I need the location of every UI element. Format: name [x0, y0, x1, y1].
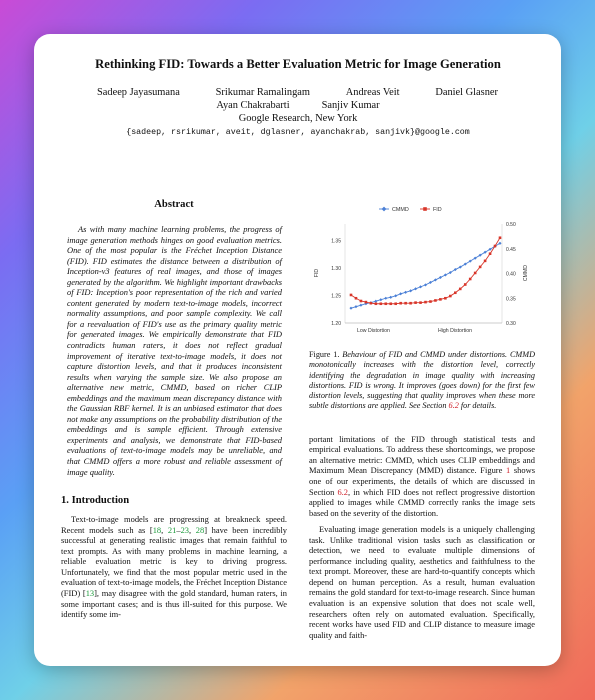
data-point-cmmd: [424, 283, 427, 286]
data-point-fid: [360, 300, 363, 303]
affiliation: Google Research, New York: [238, 113, 358, 124]
data-point-fid: [394, 302, 397, 305]
data-point-cmmd: [429, 281, 432, 284]
data-point-fid: [459, 288, 462, 291]
author-name: Daniel Glasner: [435, 87, 498, 98]
data-point-fid: [469, 278, 472, 281]
data-point-fid: [380, 302, 383, 305]
paper-title: Rethinking FID: Towards a Better Evaluation Metric for Image Generation: [95, 57, 501, 71]
y-right-tick-label: 0.35: [506, 296, 516, 303]
data-point-fid: [350, 294, 353, 297]
y-left-tick-label: 1.30: [331, 266, 341, 272]
data-point-cmmd: [409, 289, 412, 292]
y-right-tick-label: 0.40: [506, 271, 516, 278]
data-point-fid: [494, 245, 497, 248]
data-point-fid: [429, 300, 432, 303]
abstract-text: As with many machine learning problems, the progress of image generation methods hinges on good evaluation metrics. One of the most popular is the Fréchet Inception Distance (FID). FID estimates the distance between a distribution of Inception-v3 features of real images, and those of images generated by the algorithm. We highlight important drawbacks of FID: Inception's poor representation of the rich and varied content generated by modern text-to-image models, incorrect normality assumptions, and poor sample complexity. We call for a reevaluation of FID's use as the primary quality metric for generated images. We empirically demonstrate that FID contradicts human raters, it does not reflect gradual improvement of iterative text-to-image models, it does not capture distortion levels, and that it produces inconsistent results when varying the sample size. We also propose an alternative new metric, CMMD, based on richer CLIP embeddings and the maximum mean discrepancy distance with the Gaussian RBF kernel. It is an unbiased estimator that does not make any assumptions on the probability distribution of the embeddings and is sample efficient. Through extensive experiments and analysis, we demonstrate that FID-based evaluations of text-to-image models may be unreliable, and that CMMD offers a more robust and reliable assessment of image quality.: [67, 224, 282, 477]
right-column: [309, 198, 535, 640]
y-left-axis-title: FID: [314, 268, 320, 278]
citation-link[interactable]: 13: [85, 587, 95, 598]
text-run: for details.: [458, 401, 497, 411]
data-point-fid: [464, 283, 467, 286]
data-point-fid: [419, 301, 422, 304]
series-line-cmmd: [351, 243, 500, 308]
data-point-cmmd: [439, 276, 442, 279]
data-point-cmmd: [359, 304, 362, 307]
data-point-fid: [375, 302, 378, 305]
text-run: ,: [161, 524, 168, 535]
data-point-fid: [444, 297, 447, 300]
introduction-paragraph-continued: [309, 434, 535, 518]
figure-1-chart: [309, 195, 535, 339]
paper-card: [34, 34, 561, 666]
citation-link[interactable]: 18: [152, 524, 162, 535]
data-point-cmmd: [404, 291, 407, 294]
introduction-paragraph: [61, 514, 287, 619]
legend-cmmd-marker: [382, 207, 387, 212]
text-run: ], may disagree with the gold standard, human raters, in some important cases; and is thus ill-suited for this purpose. We identify some im-: [61, 587, 287, 620]
figure-ref-link[interactable]: 1: [506, 465, 511, 476]
data-point-cmmd: [414, 287, 417, 290]
y-right-tick-label: 0.30: [506, 321, 516, 327]
legend-fid-label: FID: [433, 207, 442, 213]
section-ref-link[interactable]: 6.2: [337, 486, 348, 497]
legend-cmmd-label: CMMD: [392, 207, 409, 213]
text-run: ,: [189, 524, 196, 535]
paper-page: [61, 56, 536, 640]
data-point-fid: [484, 260, 487, 263]
data-point-cmmd: [394, 294, 397, 297]
data-point-fid: [389, 302, 392, 305]
data-point-fid: [370, 302, 373, 305]
data-point-fid: [454, 291, 457, 294]
author-list: [61, 86, 535, 112]
data-point-cmmd: [444, 273, 447, 276]
data-point-cmmd: [389, 296, 392, 299]
data-point-fid: [439, 298, 442, 301]
figure-1-caption: [309, 350, 535, 412]
data-point-fid: [384, 302, 387, 305]
data-point-cmmd: [379, 298, 382, 301]
data-point-cmmd: [354, 305, 357, 308]
author-emails: {sadeep, rsrikumar, aveit, dglasner, ayanchakrab, sanjivk}@google.com: [126, 128, 470, 137]
data-point-fid: [489, 252, 492, 255]
text-run: , in which FID does not reflect progressive distortion applied to images while CMMD correctly ranks the image sets based on the severity of the distortion.: [309, 486, 536, 518]
fid-cmmd-line-chart: [309, 195, 535, 339]
text-run: Text-to-image models are progressing at breakneck speed. Recent models such as [: [61, 514, 287, 535]
caption-label: Figure 1.: [309, 350, 340, 359]
abstract-heading: Abstract: [154, 199, 194, 210]
introduction-paragraph-2: Evaluating image generation models is a uniquely challenging task. Unlike traditional vision tasks such as classification or detection, we need to evaluate multiple dimensions of performance including quality, aesthetics and faithfulness to the text prompt. Moreover, these are hard-to-quantify concepts which depend on human perception. As a result, human evaluation remains the gold standard for text-to-image research. Since human evaluation is an expensive solution that does not scale well, researchers often rely on automated evaluation. Specifically, recent works have used FID and CLIP distance to measure image quality and faith-: [309, 524, 535, 640]
text-run: ] have been incredibly successful at generating realistic images that remain faithful to text prompts. As with many problems in machine learning, a reliable evaluation metric is key to driving progress. Unfortunately, we find that the most popular metric used in the evaluation of text-to-image models, the Fréchet Inception Distance (FID) [: [61, 524, 288, 598]
x-tick-label: Low Distortion: [357, 328, 390, 334]
y-right-tick-label: 0.50: [506, 222, 516, 228]
author-name: Ayan Chakrabarti: [216, 100, 290, 111]
data-point-fid: [414, 301, 417, 304]
y-left-tick-label: 1.20: [331, 321, 341, 327]
series-line-fid: [351, 238, 500, 304]
text-run: –: [176, 524, 181, 535]
data-point-cmmd: [349, 307, 352, 310]
author-name: Srikumar Ramalingam: [215, 87, 310, 98]
data-point-fid: [434, 299, 437, 302]
data-point-fid: [399, 302, 402, 305]
legend-fid-marker: [423, 207, 427, 211]
citation-link[interactable]: 28: [195, 524, 205, 535]
data-point-fid: [474, 272, 477, 275]
author-name: Andreas Veit: [345, 87, 400, 98]
data-point-fid: [365, 301, 368, 304]
data-point-cmmd: [399, 292, 402, 295]
left-column: [61, 198, 287, 620]
author-name: Sanjiv Kumar: [321, 100, 380, 111]
data-point-fid: [449, 295, 452, 298]
section-ref-link[interactable]: 6.2: [448, 401, 459, 411]
data-point-cmmd: [374, 300, 377, 303]
citation-link[interactable]: 21: [167, 524, 177, 535]
data-point-cmmd: [434, 278, 437, 281]
text-run: shows one of our experiments, the details of which are discussed in Section: [309, 465, 535, 497]
y-right-tick-label: 0.45: [506, 246, 516, 253]
data-point-cmmd: [419, 285, 422, 288]
y-left-tick-label: 1.35: [331, 238, 341, 245]
y-right-axis-title: CMMD: [523, 264, 529, 282]
data-point-fid: [404, 302, 407, 305]
citation-link[interactable]: 23: [180, 524, 189, 535]
text-run: portant limitations of the FID through statistical tests and empirical evaluations. To address these shortcomings, we propose an alternative metric: CMMD, which uses CLIP embeddings and Maximum Mean Discrepancy (MMD) distance. Figure: [309, 433, 535, 476]
data-point-fid: [355, 297, 358, 300]
text-run: Behaviour of FID and CMMD under distortions. CMMD monotonically increases with the distortion level, correctly identifying the degradation in image quality with increasing distortions. FID is wrong. It improves (goes down) for the first few distortion levels, suggesting that quality improves when these more subtle distortions are applied. See Section: [309, 350, 535, 411]
introduction-heading: 1. Introduction: [61, 495, 130, 507]
data-point-cmmd: [384, 297, 387, 300]
data-point-fid: [424, 301, 427, 304]
data-point-fid: [499, 236, 502, 239]
data-point-fid: [409, 302, 412, 305]
author-name: Sadeep Jayasumana: [97, 87, 180, 98]
x-tick-label: High Distortion: [437, 328, 472, 334]
data-point-fid: [479, 266, 482, 269]
y-left-tick-label: 1.25: [331, 293, 341, 300]
